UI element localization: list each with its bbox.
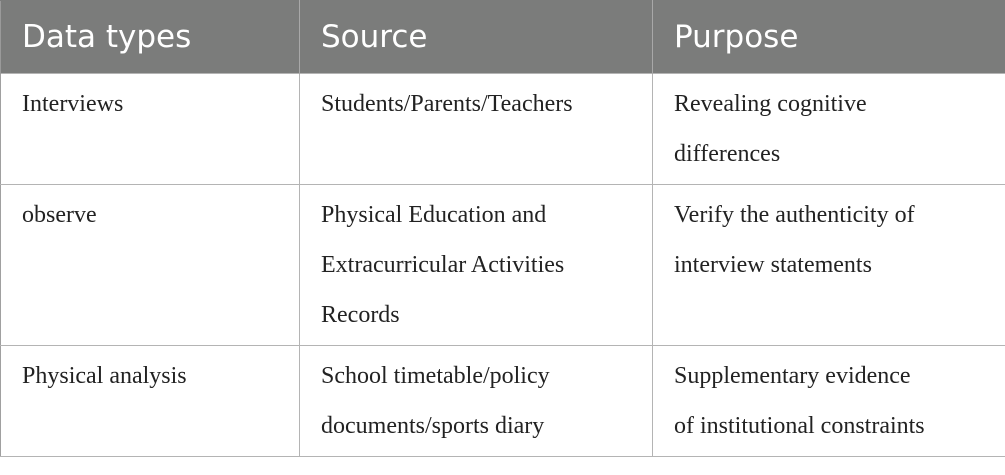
cell-text: Extracurricular Activities xyxy=(321,252,565,278)
cell-data-type xyxy=(1,74,300,185)
table-header-row xyxy=(1,1,1005,74)
cell-source xyxy=(300,74,653,185)
cell-data-type xyxy=(1,346,300,457)
cell-text: differences xyxy=(674,141,781,167)
header-data-types: Data types xyxy=(1,1,300,74)
cell-source xyxy=(300,346,653,457)
cell-purpose xyxy=(653,346,1005,457)
table-row xyxy=(1,185,1005,346)
cell-text: Verify the authenticity of xyxy=(674,202,915,228)
cell-text: Students/Parents/Teachers xyxy=(321,91,573,117)
cell-source xyxy=(300,185,653,346)
cell-text: Revealing cognitive xyxy=(674,91,867,117)
header-purpose: Purpose xyxy=(653,1,1005,74)
cell-purpose xyxy=(653,185,1005,346)
cell-text: Supplementary evidence xyxy=(674,363,911,389)
cell-text: Physical analysis xyxy=(22,363,187,389)
header-source: Source xyxy=(300,1,653,74)
cell-text: interview statements xyxy=(674,252,872,278)
cell-text: Records xyxy=(321,302,400,328)
cell-text: of institutional constraints xyxy=(674,413,925,439)
cell-text: School timetable/policy xyxy=(321,363,550,389)
cell-purpose xyxy=(653,74,1005,185)
cell-data-type xyxy=(1,185,300,346)
cell-text: observe xyxy=(22,202,97,228)
table-row xyxy=(1,74,1005,185)
cell-text: Interviews xyxy=(22,91,124,117)
cell-text: Physical Education and xyxy=(321,202,547,228)
table-row xyxy=(1,346,1005,457)
cell-text: documents/sports diary xyxy=(321,413,545,439)
